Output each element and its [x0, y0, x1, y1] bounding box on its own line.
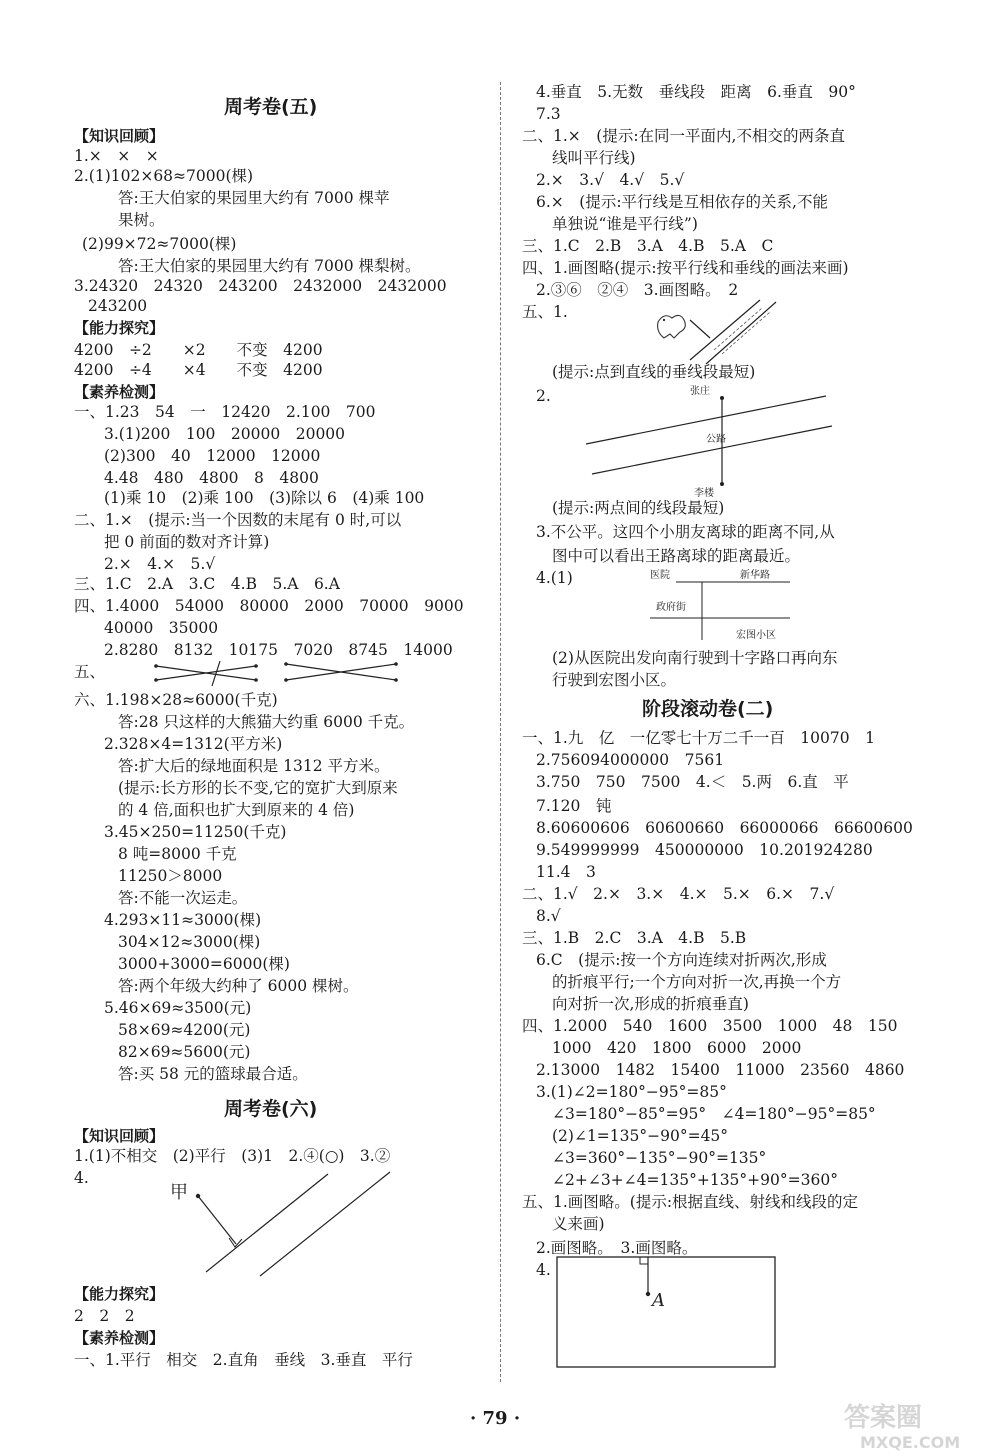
answer-line: (提示:点到直线的垂线段最短): [552, 363, 756, 381]
answer-line: 3.(1)200 100 20000 20000: [104, 425, 346, 443]
dog-road-figure: [650, 300, 800, 360]
answer-line: 82×69≈5600(元): [118, 1043, 251, 1061]
answer-line: 3.(1)∠2=180°−95°=85°: [536, 1083, 727, 1101]
village-zhangzhuang: 张庄: [690, 386, 710, 397]
answer-line: 1.× × ×: [74, 147, 159, 165]
section-heading: 【能力探究】: [74, 1285, 165, 1303]
map-hospital: 医院: [650, 570, 670, 581]
answer-line: 2 2 2: [74, 1307, 135, 1325]
answer-line: 3.24320 24320 243200 2432000 2432000: [74, 277, 447, 295]
answer-line: 三、1.B 2.C 3.A 4.B 5.B: [522, 929, 747, 947]
section-title: 阶段滚动卷(二): [642, 698, 774, 720]
road-villages-figure: [586, 384, 836, 499]
answer-line: 8.60600606 60600660 66000066 66600600: [536, 819, 913, 837]
answer-line: ∠2+∠3+∠4=135°+135°+90°=360°: [552, 1171, 838, 1189]
answer-line: 答:买 58 元的篮球最合适。: [118, 1065, 308, 1083]
answer-line: 二、1.√ 2.× 3.× 4.× 5.× 6.× 7.√: [522, 885, 835, 903]
rectangle-point-figure: [556, 1256, 778, 1370]
answer-line: (1)乘 10 (2)乘 100 (3)除以 6 (4)乘 100: [104, 489, 425, 507]
answer-line: 六、1.198×28≈6000(千克): [74, 691, 278, 709]
section-title: 周考卷(六): [224, 1098, 318, 1120]
answer-line: 答:王大伯家的果园里大约有 7000 棵梨树。: [118, 257, 421, 275]
section-heading: 【知识回顾】: [74, 1127, 165, 1145]
answer-line: 58×69≈4200(元): [118, 1021, 251, 1039]
map-community: 宏图小区: [736, 630, 776, 641]
answer-line: 四、1.2000 540 1600 3500 1000 48 150: [522, 1017, 898, 1035]
answer-line: 答:王大伯家的果园里大约有 7000 棵苹: [118, 189, 390, 207]
answer-line: 8 吨=8000 千克: [118, 845, 237, 863]
answer-line: 行驶到宏图小区。: [552, 671, 677, 689]
answer-line: 三、1.C 2.A 3.C 4.B 5.A 6.A: [74, 575, 340, 593]
answer-line: 9.549999999 450000000 10.201924280: [536, 841, 873, 859]
answer-line: 3.45×250=11250(千克): [104, 823, 287, 841]
answer-line: 3000+3000=6000(棵): [118, 955, 290, 973]
answer-line: 2.× 3.√ 4.√ 5.√: [536, 171, 685, 189]
answer-line: (提示:两点间的线段最短): [552, 499, 725, 517]
answer-line: 的 4 倍,面积也扩大到原来的 4 倍): [118, 801, 355, 819]
answer-line: 6.C (提示:按一个方向连续对折两次,形成: [536, 951, 827, 969]
answer-line: 11250＞8000: [118, 867, 223, 885]
answer-line: 4.(1): [536, 569, 573, 587]
answer-line: 三、1.C 2.B 3.A 4.B 5.A C: [522, 237, 774, 255]
answer-line: 7.3: [536, 105, 561, 123]
village-lilou: 李楼: [694, 488, 714, 499]
answer-line: (2)∠1=135°−90°=45°: [552, 1127, 729, 1145]
answer-line: 2.8280 8132 10175 7020 8745 14000: [104, 641, 453, 659]
answer-line: 6.× (提示:平行线是互相依存的关系,不能: [536, 193, 828, 211]
answer-line: 义来画): [552, 1215, 605, 1233]
answer-line: (提示:长方形的长不变,它的宽扩大到原来: [118, 779, 398, 797]
answer-line: 答:两个年级大约种了 6000 棵树。: [118, 977, 359, 995]
answer-line: (2)99×72≈7000(棵): [82, 235, 237, 253]
answer-line: 的折痕平行;一个方向对折一次,再换一个方: [552, 973, 842, 991]
svg-text:答案圈: 答案圈: [844, 1403, 923, 1433]
answer-line: 1000 420 1800 6000 2000: [552, 1039, 802, 1057]
answer-line: 4.: [536, 1261, 551, 1279]
crossing-segments-figure: [156, 658, 406, 688]
point-label-a: A: [652, 1290, 665, 1311]
point-label-jia: 甲: [170, 1182, 188, 1203]
answer-line: 2.× 4.× 5.√: [104, 555, 216, 573]
perpendicular-figure: [160, 1172, 400, 1282]
answer-line: 4.293×11≈3000(棵): [104, 911, 262, 929]
answer-line: (2)从医院出发向南行驶到十字路口再向东: [552, 649, 838, 667]
answer-line: 一、1.九 亿 一亿零七十万二千一百 10070 1: [522, 729, 875, 747]
answer-line: 把 0 前面的数对齐计算): [104, 533, 270, 551]
column-divider: [500, 82, 501, 1382]
answer-line: 2.13000 1482 15400 11000 23560 4860: [536, 1061, 905, 1079]
answer-line: ∠3=360°−135°−90°=135°: [552, 1149, 767, 1167]
answer-line: 四、1.画图略(提示:按平行线和垂线的画法来画): [522, 259, 849, 277]
answer-line: 2.画图略。 3.画图略。: [536, 1239, 698, 1257]
answer-line: 果树。: [118, 211, 165, 229]
map-road: 新华路: [740, 570, 770, 581]
answer-line: 8.√: [536, 907, 561, 925]
answer-line: 2.756094000000 7561: [536, 751, 725, 769]
street-map-figure: [650, 566, 800, 646]
section-heading: 【素养检测】: [74, 1329, 165, 1347]
answer-line: 单独说“谁是平行线”): [552, 215, 698, 233]
answer-line: 一、1.平行 相交 2.直角 垂线 3.垂直 平行: [74, 1351, 413, 1369]
watermark-logo: [840, 1396, 990, 1452]
answer-line: 2.(1)102×68≈7000(棵): [74, 167, 254, 185]
answer-line: 40000 35000: [104, 619, 219, 637]
answer-line: 四、1.4000 54000 80000 2000 70000 9000: [74, 597, 464, 615]
section-heading: 【知识回顾】: [74, 127, 165, 145]
answer-line: ∠3=180°−85°=95° ∠4=180°−95°=85°: [552, 1105, 876, 1123]
answer-line: 五、1.画图略。(提示:根据直线、射线和线段的定: [522, 1193, 859, 1211]
answer-line: 7.120 钝: [536, 797, 612, 815]
answer-line: 4.48 480 4800 8 4800: [104, 469, 319, 487]
svg-text:MXQE.COM: MXQE.COM: [860, 1433, 961, 1452]
answer-line: 5.46×69≈3500(元): [104, 999, 252, 1017]
answer-line: 一、1.23 54 一 12420 2.100 700: [74, 403, 376, 421]
answer-line: 五、1.: [522, 303, 568, 321]
answer-line: 答:扩大后的绿地面积是 1312 平方米。: [118, 757, 390, 775]
answer-line: 1.(1)不相交 (2)平行 (3)1 2.④(○) 3.②: [74, 1147, 391, 1165]
answer-line: 4200 ÷4 ×4 不变 4200: [74, 361, 323, 379]
answer-line: 4.: [74, 1169, 89, 1187]
answer-line: 4.垂直 5.无数 垂线段 距离 6.垂直 90°: [536, 83, 856, 101]
answer-line: 2.: [536, 387, 551, 405]
section-heading: 【能力探究】: [74, 319, 165, 337]
answer-line: 2.328×4=1312(平方米): [104, 735, 283, 753]
answer-line: 向对折一次,形成的折痕垂直): [552, 995, 749, 1013]
answer-line: 二、1.× (提示:当一个因数的末尾有 0 时,可以: [74, 511, 402, 529]
answer-line: 304×12≈3000(棵): [118, 933, 261, 951]
answer-line: 答:28 只这样的大熊猫大约重 6000 千克。: [118, 713, 415, 731]
answer-line: 11.4 3: [536, 863, 596, 881]
section-title: 周考卷(五): [224, 96, 318, 118]
road-label: 公路: [706, 434, 726, 445]
answer-line: 2.③⑥ ②④ 3.画图略。 2: [536, 281, 739, 299]
map-gov-street: 政府街: [656, 602, 686, 613]
answer-line: 3.不公平。这四个小朋友离球的距离不同,从: [536, 523, 835, 541]
answer-line: 五、: [74, 663, 106, 681]
section-heading: 【素养检测】: [74, 383, 165, 401]
answer-line: (2)300 40 12000 12000: [104, 447, 321, 465]
answer-line: 图中可以看出王路离球的距离最近。: [552, 547, 801, 565]
answer-line: 线叫平行线): [552, 149, 636, 167]
answer-line: 答:不能一次运走。: [118, 889, 248, 907]
answer-line: 4200 ÷2 ×2 不变 4200: [74, 341, 323, 359]
page-number: · 79 ·: [470, 1408, 521, 1429]
answer-line: 二、1.× (提示:在同一平面内,不相交的两条直: [522, 127, 845, 145]
answer-line: 243200: [88, 297, 148, 315]
answer-line: 3.750 750 7500 4.＜ 5.两 6.直 平: [536, 773, 849, 791]
